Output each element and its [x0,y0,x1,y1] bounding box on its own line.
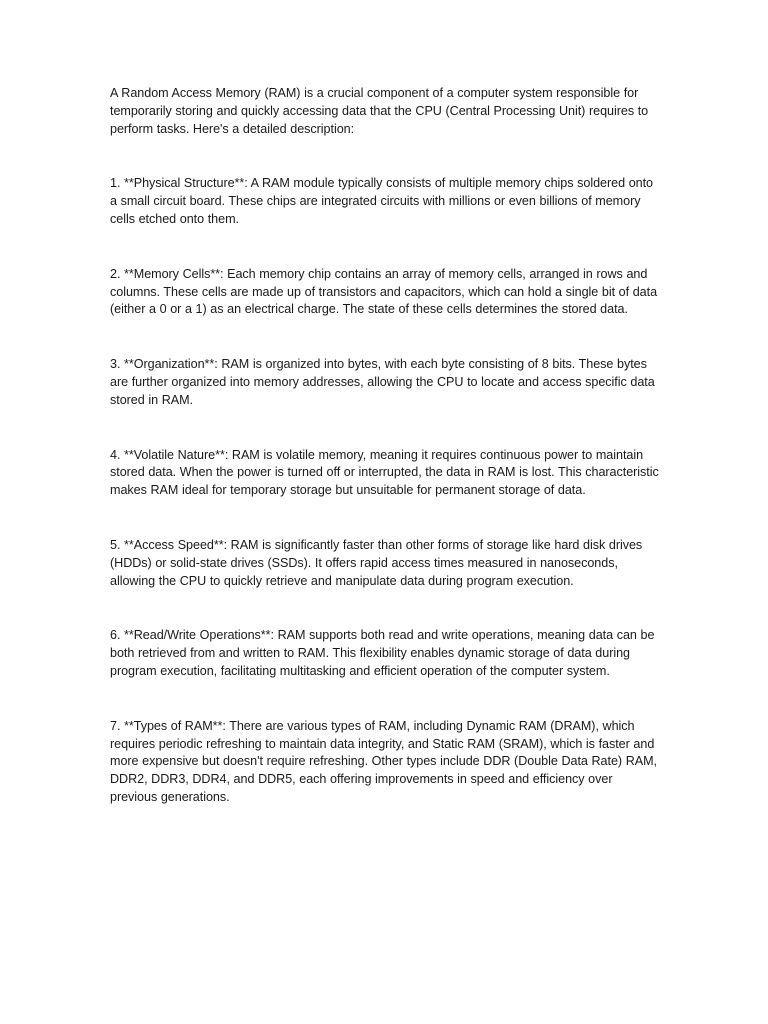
section-read-write-operations: 6. **Read/Write Operations**: RAM supports both read and write operations, meaning data can be both retrieved from and written to RAM. This flexibility enables dynamic storage of data during program execution, facilitating multitasking and efficient operation of the computer system. [110,628,655,678]
section-access-speed: 5. **Access Speed**: RAM is significantly faster than other forms of storage like hard disk drives (HDDs) or solid-state drives (SSDs). It offers rapid access times measured in nanoseconds, allowing the CPU to quickly retrieve and manipulate data during program execution. [110,537,643,588]
intro-paragraph: A Random Access Memory (RAM) is a crucial component of a computer system responsible for temporarily storing and quickly accessing data that the CPU (Central Processing Unit) requires to perform tasks. Here's a detailed description: [110,86,649,136]
document-body [110,85,662,844]
section-volatile-nature: 4. **Volatile Nature**: RAM is volatile memory, meaning it requires continuous power to maintain stored data. When the power is turned off or interrupted, the data in RAM is lost. This characteristic makes RAM ideal for temporary storage but unsuitable for permanent storage of data. [110,447,659,498]
section-organization: 3. **Organization**: RAM is organized into bytes, with each byte consisting of 8 bits. These bytes are further organized into memory addresses, allowing the CPU to locate and access specific data stored in RAM. [110,357,655,407]
section-types-of-ram: 7. **Types of RAM**: There are various types of RAM, including Dynamic RAM (DRAM), which requires periodic refreshing to maintain data integrity, and Static RAM (SRAM), which is faster and more expensive but doesn't require refreshing. Other types include DDR (Double Data Rate) RAM, DDR2, DDR3, DDR4, and DDR5, each offering improvements in speed and efficiency over previous generations. [110,718,657,804]
section-memory-cells: 2. **Memory Cells**: Each memory chip contains an array of memory cells, arranged in rows and columns. These cells are made up of transistors and capacitors, which can hold a single bit of data (either a 0 or a 1) as an electrical charge. The state of these cells determines the stored data. [110,266,658,317]
section-physical-structure: 1. **Physical Structure**: A RAM module typically consists of multiple memory chips soldered onto a small circuit board. These chips are integrated circuits with millions or even billions of memory cells etched onto them. [110,176,654,226]
